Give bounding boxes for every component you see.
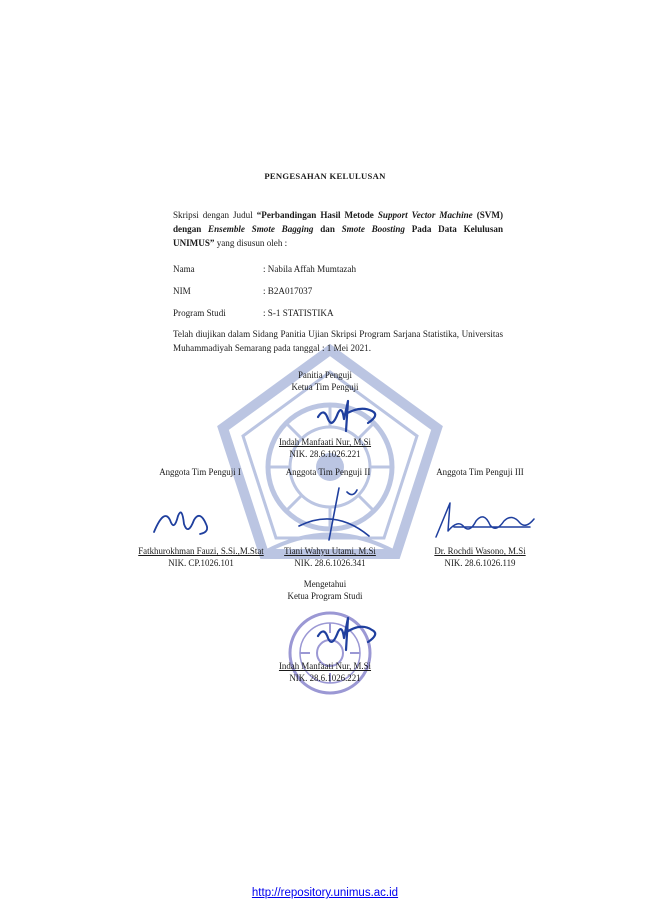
anggota1-role: Anggota Tim Penguji I <box>159 467 241 477</box>
signature-ketua <box>310 393 385 435</box>
panitia-heading: Panitia Penguji Ketua Tim Penguji <box>291 370 359 392</box>
signature-anggota3 <box>430 497 540 545</box>
anggota2-name: Tiani Wahyu Utami, M.Si <box>284 546 376 556</box>
anggota2-nik: NIK. 28.6.1026.341 <box>294 558 366 568</box>
kaprodi-name: Indah Manfaati Nur, M.Si <box>278 661 372 671</box>
anggota1-name: Fatkhurokhman Fauzi, S.Si.,M.Stat <box>138 546 264 556</box>
anggota2-signatory <box>260 545 400 569</box>
field-label: Nama <box>173 264 195 274</box>
signature-kaprodi <box>310 610 385 655</box>
signature-anggota1 <box>148 502 218 542</box>
anggota1-signatory <box>128 545 274 569</box>
repository-link[interactable]: http://repository.unimus.ac.id <box>251 887 399 899</box>
anggota3-nik: NIK. 28.6.1026.119 <box>444 558 516 568</box>
kaprodi-nik: NIK. 28.6.1026.221 <box>289 673 361 683</box>
thesis-intro: Skripsi dengan Judul “Perbandingan Hasil Metode Support Vector Machine (SVM) dengan Ensemble Smote Bagging dan Smote Boosting Pada Data Kelulusan UNIMUS” yang disusun oleh : <box>173 210 503 248</box>
exam-statement: Telah diujikan dalam Sidang Panitia Ujian Skripsi Program Sarjana Statistika, Universitas Muhammadiyah Semarang pada tanggal : 1 Mei 2021. <box>173 329 503 353</box>
anggota3-signatory <box>405 545 555 569</box>
field-label: Program Studi <box>173 308 226 318</box>
field-value: : B2A017037 <box>263 286 313 296</box>
field-value: : Nabila Affah Mumtazah <box>263 264 357 274</box>
signature-anggota2 <box>295 482 375 544</box>
anggota1-nik: NIK. CP.1026.101 <box>168 558 234 568</box>
kaprodi-signatory <box>255 660 395 684</box>
field-label: NIM <box>173 286 191 296</box>
mengetahui-heading: Mengetahui Ketua Program Studi <box>287 579 363 601</box>
anggota3-name: Dr. Rochdi Wasono, M.Si <box>434 546 526 556</box>
anggota2-role: Anggota Tim Penguji II <box>285 467 371 477</box>
field-value: : S-1 STATISTIKA <box>263 308 334 318</box>
ketua-signatory <box>255 436 395 460</box>
ketua-nik: NIK. 28.6.1026.221 <box>289 449 361 459</box>
ketua-name: Indah Manfaati Nur, M.Si <box>278 437 372 447</box>
anggota3-role: Anggota Tim Penguji III <box>436 467 524 477</box>
page-title: PENGESAHAN KELULUSAN <box>264 171 386 181</box>
